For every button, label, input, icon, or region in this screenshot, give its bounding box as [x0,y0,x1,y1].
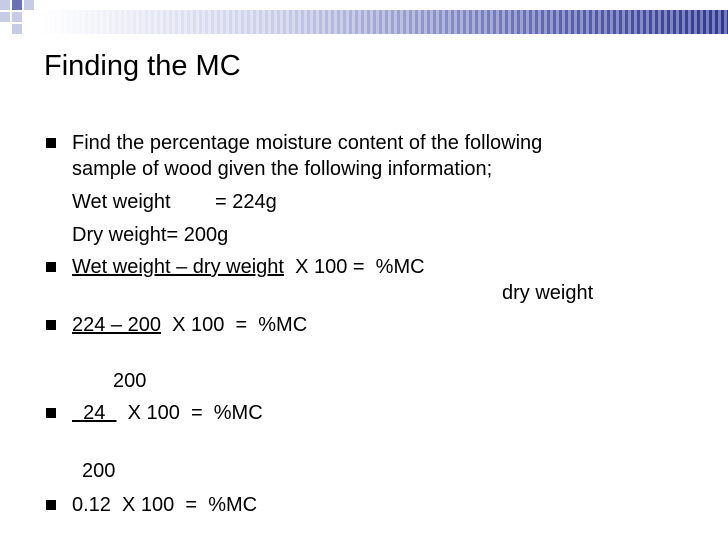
step-2-rest: X 100 = %MC [116,402,263,424]
decor-square [0,0,10,10]
step-2-numerator: 24 [72,402,117,424]
slide-title: Finding the MC [44,50,241,82]
step-1-numerator: 224 – 200 [72,314,161,336]
decor-square [12,12,22,22]
bullet-marker [46,138,56,148]
decor-square [12,24,22,34]
bullet-marker [46,262,56,272]
step-1-rest: X 100 = %MC [160,314,308,336]
header-gradient-bar [40,10,728,34]
decor-square [12,0,22,10]
decor-square [24,0,34,10]
formula-line [72,255,425,279]
header-decoration [0,0,728,40]
formula-denominator: dry weight [502,282,594,304]
dry-weight-line: Dry weight= 200g [72,224,229,246]
step-1-denominator: 200 [113,370,147,392]
step-2-denominator: 200 [82,460,116,482]
bullet-marker [46,500,56,510]
step-3-line: 0.12 X 100 = %MC [72,494,258,516]
bullet-marker [46,408,56,418]
bullet-1-line-1: Find the percentage moisture content of the following [72,132,543,154]
wet-weight-line: Wet weight = 224g [72,191,277,213]
formula-rest: X 100 = %MC [283,256,425,278]
bullet-1-line-2: sample of wood given the following information; [72,158,493,180]
decor-square [0,12,10,22]
step-2-line [72,401,263,425]
formula-numerator: Wet weight – dry weight [72,256,284,278]
step-1-line [72,313,307,337]
bullet-marker [46,320,56,330]
